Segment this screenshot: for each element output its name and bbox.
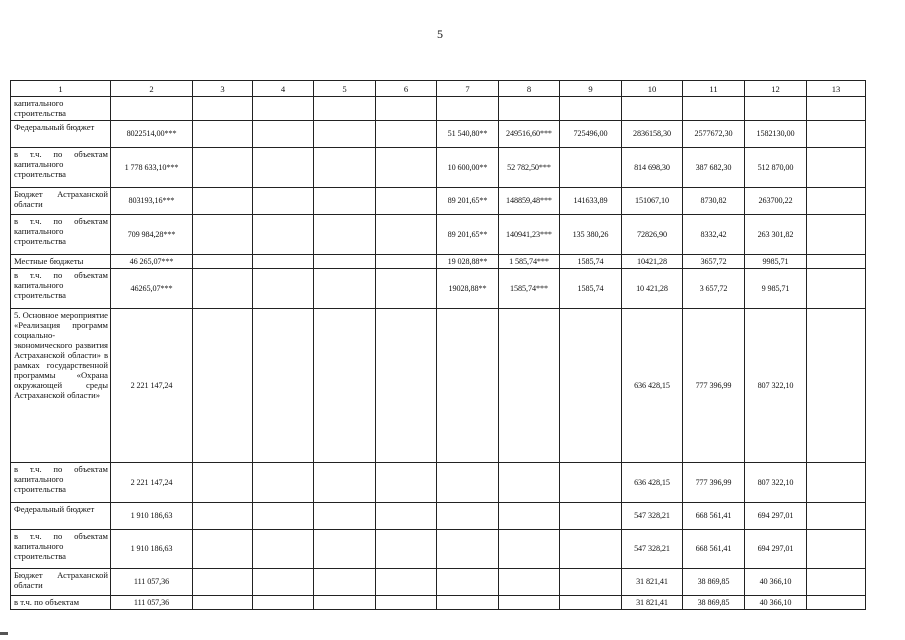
row-label-cell: Федеральный бюджет <box>11 121 111 148</box>
table-row <box>11 309 866 463</box>
value-cell-col-4 <box>253 215 314 255</box>
value-cell-col-7 <box>437 596 499 610</box>
value-cell-col-12: 40 366,10 <box>745 596 807 610</box>
value-cell-col-3 <box>193 596 253 610</box>
value-cell-col-9 <box>560 596 622 610</box>
value-cell-col-9: 725496,00 <box>560 121 622 148</box>
value-cell-col-11: 777 396,99 <box>683 309 745 463</box>
value-cell-col-10: 72826,90 <box>622 215 683 255</box>
value-cell-col-3 <box>193 463 253 503</box>
value-cell-col-9: 135 380,26 <box>560 215 622 255</box>
value-cell-col-7 <box>437 569 499 596</box>
value-cell-col-7 <box>437 463 499 503</box>
column-number-cell: 8 <box>499 81 560 97</box>
table-row <box>11 269 866 309</box>
column-number-cell: 9 <box>560 81 622 97</box>
value-cell-col-8: 140941,23*** <box>499 215 560 255</box>
value-cell-col-6 <box>376 596 437 610</box>
value-cell-col-13 <box>807 309 866 463</box>
row-label-cell: Федеральный бюджет <box>11 503 111 530</box>
value-cell-col-8: 52 782,50*** <box>499 148 560 188</box>
value-cell-col-12: 1582130,00 <box>745 121 807 148</box>
value-cell-col-2: 1 910 186,63 <box>111 503 193 530</box>
value-cell-col-12: 694 297,01 <box>745 530 807 569</box>
value-cell-col-9 <box>560 503 622 530</box>
value-cell-col-6 <box>376 188 437 215</box>
value-cell-col-4 <box>253 530 314 569</box>
value-cell-col-12: 807 322,10 <box>745 463 807 503</box>
value-cell-col-11: 668 561,41 <box>683 503 745 530</box>
value-cell-col-10: 814 698,30 <box>622 148 683 188</box>
value-cell-col-11: 3657,72 <box>683 255 745 269</box>
value-cell-col-11: 38 869,85 <box>683 569 745 596</box>
value-cell-col-13 <box>807 596 866 610</box>
value-cell-col-8: 249516,60*** <box>499 121 560 148</box>
value-cell-col-5 <box>314 255 376 269</box>
value-cell-col-2: 111 057,36 <box>111 569 193 596</box>
value-cell-col-3 <box>193 255 253 269</box>
value-cell-col-13 <box>807 255 866 269</box>
value-cell-col-11: 387 682,30 <box>683 148 745 188</box>
value-cell-col-5 <box>314 463 376 503</box>
value-cell-col-13 <box>807 503 866 530</box>
value-cell-col-4 <box>253 309 314 463</box>
column-number-cell: 1 <box>11 81 111 97</box>
value-cell-col-5 <box>314 148 376 188</box>
value-cell-col-8 <box>499 463 560 503</box>
value-cell-col-7 <box>437 530 499 569</box>
value-cell-col-4 <box>253 97 314 121</box>
value-cell-col-6 <box>376 569 437 596</box>
row-label-cell: капитального строительства <box>11 97 111 121</box>
value-cell-col-13 <box>807 97 866 121</box>
value-cell-col-2: 1 778 633,10*** <box>111 148 193 188</box>
value-cell-col-6 <box>376 530 437 569</box>
table-row <box>11 569 866 596</box>
value-cell-col-11 <box>683 97 745 121</box>
value-cell-col-3 <box>193 569 253 596</box>
value-cell-col-12: 694 297,01 <box>745 503 807 530</box>
value-cell-col-12: 512 870,00 <box>745 148 807 188</box>
value-cell-col-6 <box>376 148 437 188</box>
value-cell-col-9: 1585,74 <box>560 255 622 269</box>
value-cell-col-10: 636 428,15 <box>622 463 683 503</box>
value-cell-col-13 <box>807 215 866 255</box>
value-cell-col-5 <box>314 121 376 148</box>
value-cell-col-11: 8730,82 <box>683 188 745 215</box>
table-row <box>11 463 866 503</box>
value-cell-col-10: 547 328,21 <box>622 530 683 569</box>
row-label-cell: Местные бюджеты <box>11 255 111 269</box>
value-cell-col-3 <box>193 309 253 463</box>
value-cell-col-2: 2 221 147,24 <box>111 463 193 503</box>
value-cell-col-5 <box>314 309 376 463</box>
value-cell-col-10: 31 821,41 <box>622 596 683 610</box>
column-number-cell: 6 <box>376 81 437 97</box>
table-row <box>11 503 866 530</box>
value-cell-col-13 <box>807 121 866 148</box>
value-cell-col-4 <box>253 503 314 530</box>
value-cell-col-3 <box>193 530 253 569</box>
value-cell-col-2: 8022514,00*** <box>111 121 193 148</box>
column-number-cell: 5 <box>314 81 376 97</box>
budget-table <box>10 80 866 610</box>
column-number-cell: 11 <box>683 81 745 97</box>
value-cell-col-4 <box>253 121 314 148</box>
value-cell-col-13 <box>807 269 866 309</box>
value-cell-col-9 <box>560 530 622 569</box>
column-number-row <box>11 81 866 97</box>
value-cell-col-9 <box>560 148 622 188</box>
value-cell-col-10: 2836158,30 <box>622 121 683 148</box>
value-cell-col-5 <box>314 569 376 596</box>
value-cell-col-13 <box>807 530 866 569</box>
value-cell-col-2 <box>111 97 193 121</box>
value-cell-col-2: 46 265,07*** <box>111 255 193 269</box>
value-cell-col-3 <box>193 188 253 215</box>
table-row <box>11 148 866 188</box>
value-cell-col-6 <box>376 269 437 309</box>
value-cell-col-13 <box>807 569 866 596</box>
value-cell-col-12 <box>745 97 807 121</box>
value-cell-col-3 <box>193 269 253 309</box>
value-cell-col-11: 668 561,41 <box>683 530 745 569</box>
table-row <box>11 215 866 255</box>
value-cell-col-9 <box>560 569 622 596</box>
column-number-cell: 12 <box>745 81 807 97</box>
value-cell-col-13 <box>807 188 866 215</box>
value-cell-col-4 <box>253 463 314 503</box>
value-cell-col-4 <box>253 569 314 596</box>
value-cell-col-11: 8332,42 <box>683 215 745 255</box>
row-label-cell: Бюджет Астраханской области <box>11 569 111 596</box>
value-cell-col-5 <box>314 269 376 309</box>
value-cell-col-4 <box>253 269 314 309</box>
value-cell-col-8 <box>499 309 560 463</box>
value-cell-col-5 <box>314 596 376 610</box>
column-number-cell: 10 <box>622 81 683 97</box>
value-cell-col-3 <box>193 97 253 121</box>
column-number-cell: 4 <box>253 81 314 97</box>
value-cell-col-12: 807 322,10 <box>745 309 807 463</box>
value-cell-col-8 <box>499 530 560 569</box>
value-cell-col-12: 40 366,10 <box>745 569 807 596</box>
value-cell-col-10: 547 328,21 <box>622 503 683 530</box>
column-number-cell: 2 <box>111 81 193 97</box>
value-cell-col-2: 1 910 186,63 <box>111 530 193 569</box>
value-cell-col-8 <box>499 503 560 530</box>
value-cell-col-7: 89 201,65** <box>437 188 499 215</box>
row-label-cell: в т.ч. по объектам капитального строительства <box>11 463 111 503</box>
value-cell-col-5 <box>314 530 376 569</box>
row-label-cell: в т.ч. по объектам капитального строительства <box>11 530 111 569</box>
value-cell-col-9: 141633,89 <box>560 188 622 215</box>
value-cell-col-4 <box>253 148 314 188</box>
column-number-cell: 13 <box>807 81 866 97</box>
value-cell-col-11: 38 869,85 <box>683 596 745 610</box>
value-cell-col-12: 9 985,71 <box>745 269 807 309</box>
value-cell-col-3 <box>193 121 253 148</box>
value-cell-col-6 <box>376 121 437 148</box>
value-cell-col-11: 3 657,72 <box>683 269 745 309</box>
value-cell-col-9 <box>560 463 622 503</box>
value-cell-col-3 <box>193 148 253 188</box>
value-cell-col-10: 10 421,28 <box>622 269 683 309</box>
value-cell-col-2: 111 057,36 <box>111 596 193 610</box>
table-row <box>11 596 866 610</box>
value-cell-col-3 <box>193 215 253 255</box>
value-cell-col-10: 636 428,15 <box>622 309 683 463</box>
value-cell-col-12: 263 301,82 <box>745 215 807 255</box>
row-label-cell: 5. Основное мероприятие «Реализация программ социально-экономического развития Астраханской области» в рамках государственной программы «Охрана окружающей среды Астраханской области» <box>11 309 111 463</box>
value-cell-col-5 <box>314 188 376 215</box>
value-cell-col-6 <box>376 255 437 269</box>
table-row <box>11 121 866 148</box>
table-row <box>11 530 866 569</box>
value-cell-col-8: 1 585,74*** <box>499 255 560 269</box>
value-cell-col-6 <box>376 309 437 463</box>
value-cell-col-5 <box>314 97 376 121</box>
value-cell-col-7 <box>437 97 499 121</box>
value-cell-col-5 <box>314 215 376 255</box>
row-label-cell: Бюджет Астраханской области <box>11 188 111 215</box>
value-cell-col-8 <box>499 97 560 121</box>
value-cell-col-10: 10421,28 <box>622 255 683 269</box>
value-cell-col-13 <box>807 463 866 503</box>
value-cell-col-9 <box>560 309 622 463</box>
value-cell-col-7: 19028,88** <box>437 269 499 309</box>
scan-edge-mark <box>0 632 8 635</box>
column-number-cell: 7 <box>437 81 499 97</box>
row-label-cell: в т.ч. по объектам капитального строительства <box>11 215 111 255</box>
value-cell-col-13 <box>807 148 866 188</box>
value-cell-col-2: 2 221 147,24 <box>111 309 193 463</box>
value-cell-col-3 <box>193 503 253 530</box>
value-cell-col-2: 46265,07*** <box>111 269 193 309</box>
value-cell-col-10 <box>622 97 683 121</box>
value-cell-col-8: 1585,74*** <box>499 269 560 309</box>
value-cell-col-10: 151067,10 <box>622 188 683 215</box>
table-row <box>11 188 866 215</box>
value-cell-col-8: 148859,48*** <box>499 188 560 215</box>
value-cell-col-4 <box>253 596 314 610</box>
value-cell-col-12: 9985,71 <box>745 255 807 269</box>
value-cell-col-2: 709 984,28*** <box>111 215 193 255</box>
value-cell-col-2: 803193,16*** <box>111 188 193 215</box>
page-number: 5 <box>437 27 443 41</box>
column-number-cell: 3 <box>193 81 253 97</box>
value-cell-col-9 <box>560 97 622 121</box>
value-cell-col-6 <box>376 463 437 503</box>
value-cell-col-11: 777 396,99 <box>683 463 745 503</box>
value-cell-col-8 <box>499 596 560 610</box>
table-row <box>11 97 866 121</box>
value-cell-col-6 <box>376 503 437 530</box>
value-cell-col-7 <box>437 503 499 530</box>
value-cell-col-7: 19 028,88** <box>437 255 499 269</box>
value-cell-col-10: 31 821,41 <box>622 569 683 596</box>
value-cell-col-7: 89 201,65** <box>437 215 499 255</box>
value-cell-col-4 <box>253 188 314 215</box>
value-cell-col-5 <box>314 503 376 530</box>
value-cell-col-7 <box>437 309 499 463</box>
value-cell-col-9: 1585,74 <box>560 269 622 309</box>
value-cell-col-4 <box>253 255 314 269</box>
value-cell-col-6 <box>376 215 437 255</box>
value-cell-col-8 <box>499 569 560 596</box>
row-label-cell: в т.ч. по объектам капитального строительства <box>11 269 111 309</box>
row-label-cell: в т.ч. по объектам <box>11 596 111 610</box>
value-cell-col-11: 2577672,30 <box>683 121 745 148</box>
row-label-cell: в т.ч. по объектам капитального строительства <box>11 148 111 188</box>
value-cell-col-12: 263700,22 <box>745 188 807 215</box>
value-cell-col-7: 51 540,80** <box>437 121 499 148</box>
table-row <box>11 255 866 269</box>
value-cell-col-7: 10 600,00** <box>437 148 499 188</box>
value-cell-col-6 <box>376 97 437 121</box>
